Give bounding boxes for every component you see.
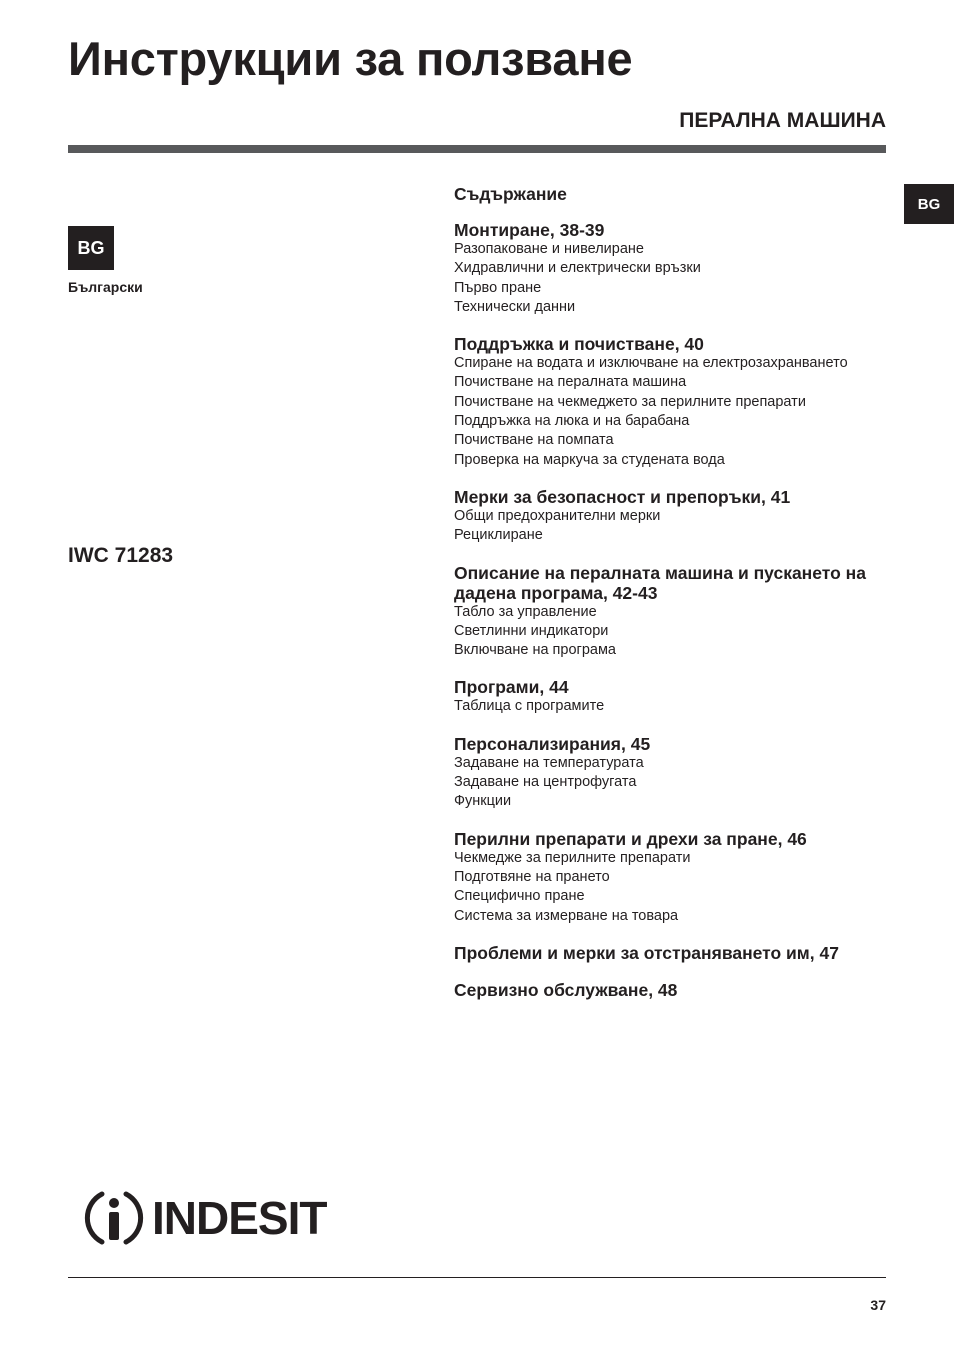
page-title: Инструкции за ползване [68, 32, 633, 85]
toc-section-heading: Описание на пералната машина и пускането на дадена програма, 42-43 [454, 562, 866, 603]
toc-section-heading: Мерки за безопасност и препоръки, 41 [454, 486, 791, 507]
toc-section [454, 943, 894, 963]
toc-section-item: Разопаковане и нивелиране [454, 241, 644, 257]
toc-section-heading: Сервизно обслужване, 48 [454, 979, 678, 1000]
toc-section-heading: Проблеми и мерки за отстраняването им, 47 [454, 942, 839, 963]
toc-section-item: Подготвяне на прането [454, 868, 610, 885]
toc-title: Съдържание [454, 184, 567, 204]
toc-section-item: Проверка на маркуча за студената вода [454, 451, 725, 468]
table-of-contents [454, 183, 894, 1017]
toc-section-item: Задаване на температурата [454, 754, 644, 771]
toc-section-item: Технически данни [454, 298, 576, 315]
toc-section-heading: Монтиране, 38-39 [454, 220, 605, 240]
toc-section-item: Общи предохранителни мерки [454, 507, 661, 524]
toc-section [454, 829, 894, 926]
toc-section-heading: Персонализирания, 45 [454, 733, 651, 754]
toc-section [454, 677, 894, 716]
language-badge: BG [68, 226, 114, 270]
toc-section [454, 334, 894, 470]
toc-section [454, 563, 894, 661]
toc-section-item: Почистване на чекмеджето за перилните препарати [454, 393, 806, 410]
toc-section-item: Включване на програма [454, 642, 616, 659]
toc-section-item: Система за измерване на товара [454, 907, 679, 924]
footer-divider [68, 1277, 886, 1278]
toc-section-item: Таблица с програмите [454, 698, 605, 715]
toc-section [454, 980, 894, 1000]
toc-section [454, 734, 894, 812]
page-number: 37 [870, 1297, 886, 1313]
toc-section-item: Хидравлични и електрически връзки [454, 260, 701, 277]
language-name: Български [68, 279, 143, 295]
language-side-tab: BG [904, 184, 954, 224]
toc-section-item: Първо пране [454, 279, 542, 296]
toc-section-item: Спиране на водата и изключване на електрозахранването [454, 355, 848, 372]
toc-section [454, 487, 894, 546]
toc-section-heading: Перилни препарати и дрехи за пране, 46 [454, 828, 807, 849]
toc-section-item: Рециклиране [454, 527, 543, 544]
indesit-logo [82, 1186, 326, 1250]
indesit-i-icon [82, 1186, 146, 1250]
toc-section-item: Почистване на помпата [454, 432, 614, 449]
toc-section-item: Поддръжка на люка и на барабана [454, 413, 690, 430]
toc-section-item: Задаване на центрофугата [454, 774, 637, 791]
toc-section-item: Чекмедже за перилните препарати [454, 849, 691, 866]
toc-section-item: Функции [454, 793, 512, 810]
toc-section-item: Специфично пране [454, 888, 585, 905]
model-number: IWC 71283 [68, 544, 174, 567]
toc-section-item: Табло за управление [454, 603, 597, 620]
toc-section-heading: Поддръжка и почистване, 40 [454, 334, 704, 355]
toc-section-heading: Програми, 44 [454, 677, 569, 698]
product-type-heading: ПЕРАЛНА МАШИНА [679, 109, 886, 132]
header-divider [68, 145, 886, 153]
brand-wordmark: INDESIT [152, 1192, 327, 1244]
toc-section [454, 220, 894, 317]
toc-section-item: Почистване на пералната машина [454, 374, 687, 391]
toc-section-item: Светлинни индикатори [454, 622, 609, 639]
toc-sections [454, 220, 894, 1000]
